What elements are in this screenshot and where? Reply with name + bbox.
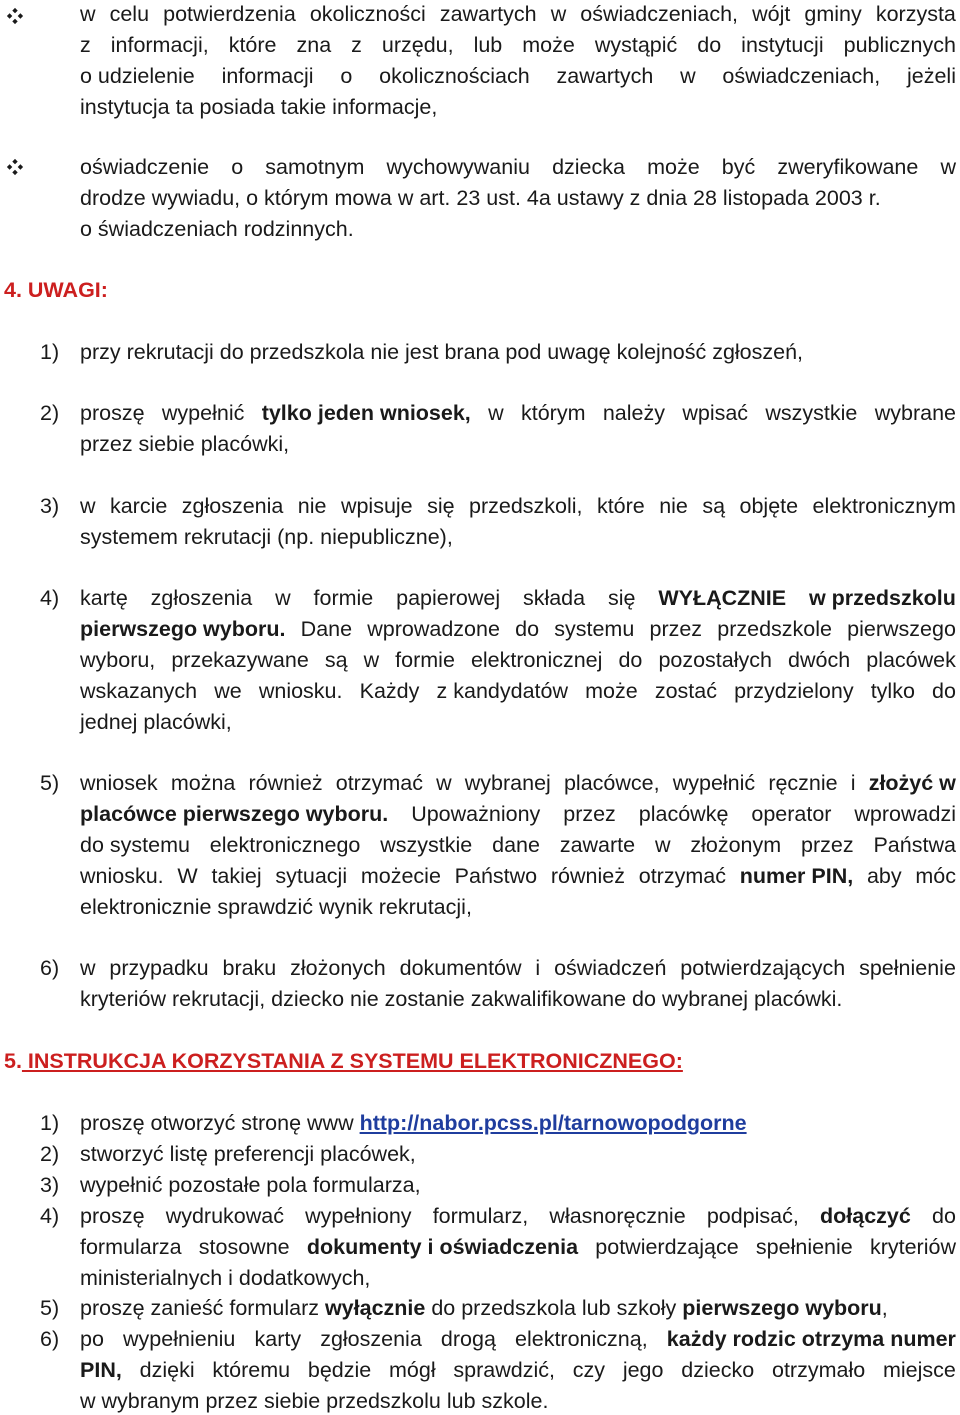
- item-number: 6): [40, 956, 60, 980]
- instr-item-1: proszę otworzyć stronę www http://nabor.pcss.pl/tarnowopodgorne: [80, 1111, 747, 1135]
- uwagi-item-5-line-2: placówce pierwszego wyboru. Upoważniony przez placówkę operator wprowadzi: [80, 802, 956, 826]
- uwagi-item-4-line-1: kartę zgłoszenia w formie papierowej składa się WYŁĄCZNIE w przedszkolu: [80, 586, 956, 610]
- item-number: 5): [40, 1296, 60, 1320]
- bullet-1-line-3: o udzielenie informacji o okolicznościach zawartych w oświadczeniach, jeżeli: [80, 64, 956, 88]
- section-4-heading: 4. UWAGI:: [4, 278, 108, 302]
- instr-item-6-line-2: PIN, dzięki któremu będzie mógł sprawdzić, czy jego dziecko otrzymało miejsce: [80, 1358, 956, 1382]
- diamond-bullet-icon: [6, 158, 24, 176]
- uwagi-item-5-line-5: elektronicznie sprawdzić wynik rekrutacji,: [80, 895, 472, 919]
- uwagi-item-6-line-1: w przypadku braku złożonych dokumentów i oświadczeń potwierdzających spełnienie: [80, 956, 956, 980]
- bullet-2-line-2: drodze wywiadu, o którym mowa w art. 23 ust. 4a ustawy z dnia 28 listopada 2003 r.: [80, 186, 881, 210]
- bullet-1-line-1: w celu potwierdzenia okoliczności zawartych w oświadczeniach, wójt gminy korzysta: [80, 2, 956, 26]
- item-number: 2): [40, 401, 60, 425]
- item-number: 2): [40, 1142, 60, 1166]
- instr-item-2: stworzyć listę preferencji placówek,: [80, 1142, 416, 1166]
- item-number: 6): [40, 1327, 60, 1351]
- uwagi-item-3-line-1: w karcie zgłoszenia nie wpisuje się przedszkoli, które nie są objęte elektronicznym: [80, 494, 956, 518]
- section-5-number: 5.: [4, 1049, 22, 1073]
- section-5-heading: [4, 1051, 683, 1073]
- uwagi-item-1: przy rekrutacji do przedszkola nie jest brana pod uwagę kolejność zgłoszeń,: [80, 340, 804, 364]
- uwagi-item-6-line-2: kryteriów rekrutacji, dziecko nie zostanie zakwalifikowane do wybranej placówki.: [80, 987, 843, 1011]
- instr-item-3: wypełnić pozostałe pola formularza,: [80, 1173, 421, 1197]
- diamond-bullet-icon: [6, 7, 24, 25]
- item-number: 4): [40, 1204, 60, 1228]
- item-number: 5): [40, 771, 60, 795]
- item-number: 1): [40, 1111, 60, 1135]
- bullet-2-line-3: o świadczeniach rodzinnych.: [80, 217, 354, 241]
- instr-item-4-line-2: formularza stosowne dokumenty i oświadczenia potwierdzające spełnienie kryteriów: [80, 1235, 956, 1259]
- instr-item-6-line-1: po wypełnieniu karty zgłoszenia drogą elektroniczną, każdy rodzic otrzyma numer: [80, 1327, 956, 1351]
- bullet-2-line-1: oświadczenie o samotnym wychowywaniu dziecka może być zweryfikowane w: [80, 155, 956, 179]
- uwagi-item-5-line-1: wniosek można również otrzymać w wybranej placówce, wypełnić ręcznie i złożyć w: [80, 771, 956, 795]
- uwagi-item-4-line-2: pierwszego wyboru. Dane wprowadzone do systemu przez przedszkole pierwszego: [80, 617, 956, 641]
- instr-item-5: proszę zanieść formularz wyłącznie do przedszkola lub szkoły pierwszego wyboru,: [80, 1296, 888, 1320]
- uwagi-item-3-line-2: systemem rekrutacji (np. niepubliczne),: [80, 525, 453, 549]
- bullet-1-line-4: instytucja ta posiada takie informacje,: [80, 95, 438, 119]
- instr-item-4-line-1: proszę wydrukować wypełniony formularz, własnoręcznie podpisać, dołączyć do: [80, 1204, 956, 1228]
- uwagi-item-4-line-4: wskazanych we wniosku. Każdy z kandydatów może zostać przydzielony tylko do: [80, 679, 956, 703]
- uwagi-item-4-line-3: wyboru, przekazywane są w formie elektronicznej do pozostałych dwóch placówek: [80, 648, 956, 672]
- item-number: 3): [40, 1173, 60, 1197]
- item-number: 4): [40, 586, 60, 610]
- uwagi-item-2-line-2: przez siebie placówki,: [80, 432, 290, 456]
- bullet-1-line-2: z informacji, które zna z urzędu, lub może wystąpić do instytucji publicznych: [80, 33, 956, 57]
- uwagi-item-5-line-4: wniosku. W takiej sytuacji możecie Państwo również otrzymać numer PIN, aby móc: [80, 864, 956, 888]
- uwagi-item-5-line-3: do systemu elektronicznego wszystkie dane zawarte w złożonym przez Państwa: [80, 833, 956, 857]
- section-5-title: INSTRUKCJA KORZYSTANIA Z SYSTEMU ELEKTRONICZNEGO:: [21, 1049, 683, 1073]
- nabor-link[interactable]: http://nabor.pcss.pl/tarnowopodgorne: [359, 1111, 747, 1135]
- uwagi-item-2-line-1: proszę wypełnić tylko jeden wniosek, w którym należy wpisać wszystkie wybrane: [80, 401, 956, 425]
- uwagi-item-4-line-5: jednej placówki,: [80, 710, 232, 734]
- item-number: 3): [40, 494, 60, 518]
- item-number: 1): [40, 340, 60, 364]
- instr-item-6-line-3: w wybranym przez siebie przedszkolu lub szkole.: [80, 1389, 549, 1413]
- instr-item-4-line-3: ministerialnych i dodatkowych,: [80, 1266, 371, 1290]
